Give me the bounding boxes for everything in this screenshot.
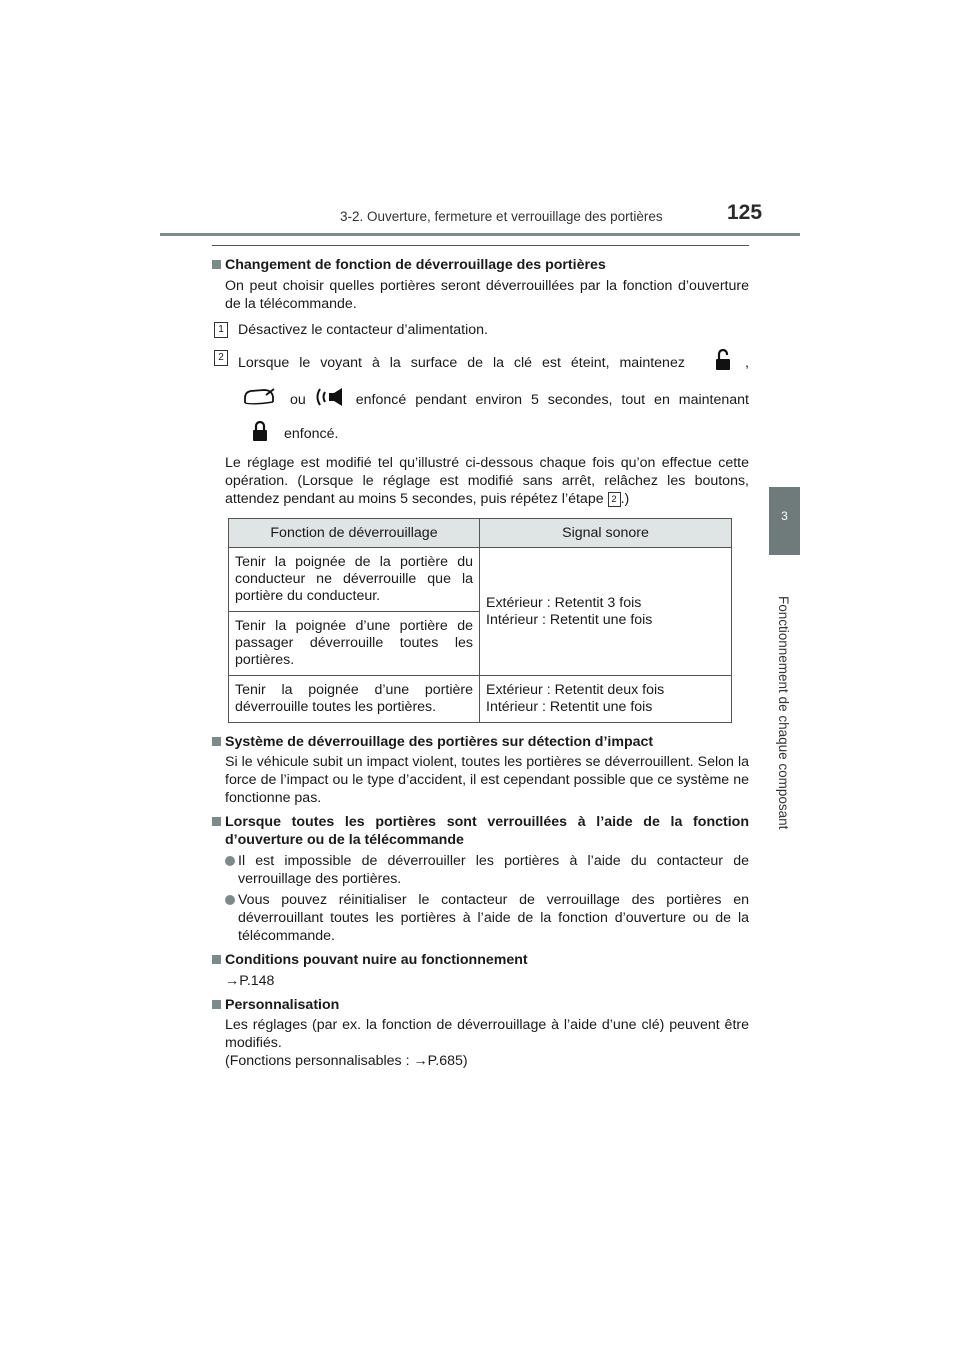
alarm-icon [314,386,348,413]
page-reference: →P.148 [225,973,275,989]
heading-locked-all: Lorsque toutes les portières sont verrouillées à l’aide de la fonction d’ouverture ou de la télécommande [212,813,749,849]
paragraph-customization: Les réglages (par ex. la fonction de déverrouillage à l’aide d’une clé) peuvent être modifiés. [225,1017,749,1051]
step-number: 2 [214,350,228,366]
table-cell: Extérieur : Retentit 3 fois Intérieur : Retentit une fois [480,548,732,676]
heading-impact-unlock: Système de déverrouillage des portières sur détection d’impact [212,733,749,751]
content-rule [212,245,749,246]
step-text: Lorsque le voyant à la surface de la clé est éteint, maintenez [238,354,685,371]
page-number: 125 [727,201,763,224]
customization-reference: (Fonctions personnalisables : →P.685) [225,1053,468,1069]
bullet-item: Vous pouvez réinitialiser le contacteur de verrouillage des portières en déverrouillant toutes les portières à l’aide de la fonction d’ouverture ou de la télécommande. [212,891,749,945]
step-reference: 2 [608,492,621,507]
table-cell: Tenir la poignée de la portière du conducteur ne déverrouille que la portière du conducteur. [229,548,480,612]
table-cell: Extérieur : Retentit deux fois Intérieur : Retentit une fois [480,676,732,723]
step-text-continued: enfoncé pendant environ 5 secondes, tout en maintenant [355,391,749,408]
lock-icon [252,421,268,446]
header-rule [160,233,800,236]
step-2: 2 Lorsque le voyant à la surface de la clé est éteint, maintenez , ou enfoncé pendant environ 5 secondes, tout en maintenant enfoncé. [212,349,749,446]
trunk-icon [242,387,276,412]
section-title: 3-2. Ouverture, fermeture et verrouillage des portières [340,209,663,224]
heading-customization: Personnalisation [212,996,749,1014]
paragraph-impact: Si le véhicule subit un impact violent, toutes les portières se déverrouillent. Selon la force de l’impact ou le type d’accident, il est cependant possible que ce système ne fonctionne pas. [225,754,749,806]
unlock-function-table [228,518,732,723]
paragraph-setting-change: Le réglage est modifié tel qu’illustré ci-dessous chaque fois qu’on effectue cette opération. (Lorsque le réglage est modifié sans arrêt, relâchez les boutons, attendez pendant au moins 5 secondes, puis répétez l’étape 2 .) [225,455,749,507]
paragraph-intro: On peut choisir quelles portières seront déverrouillées par la fonction d’ouverture de la télécommande. [225,278,749,312]
chapter-label: Fonctionnement de chaque composant [776,596,791,830]
table-cell: Tenir la poignée d’une portière de passager déverrouille toutes les portières. [229,612,480,676]
bullet-item: Il est impossible de déverrouiller les portières à l’aide du contacteur de verrouillage des portières. [212,852,749,888]
step-1 [212,321,749,339]
unlock-icon [715,349,731,376]
table-cell: Tenir la poignée d’une portière déverrouille toutes les portières. [229,676,480,723]
chapter-tab [769,487,800,555]
heading-conditions: Conditions pouvant nuire au fonctionnement [212,951,749,969]
table-header: Fonction de déverrouillage [229,519,480,548]
page-content [212,256,749,1070]
step-number: 1 [214,322,228,338]
chapter-number: 3 [781,509,788,523]
step-text: Désactivez le contacteur d’alimentation. [238,322,488,338]
table-header: Signal sonore [480,519,732,548]
heading-unlock-function: Changement de fonction de déverrouillage des portières [212,256,749,274]
